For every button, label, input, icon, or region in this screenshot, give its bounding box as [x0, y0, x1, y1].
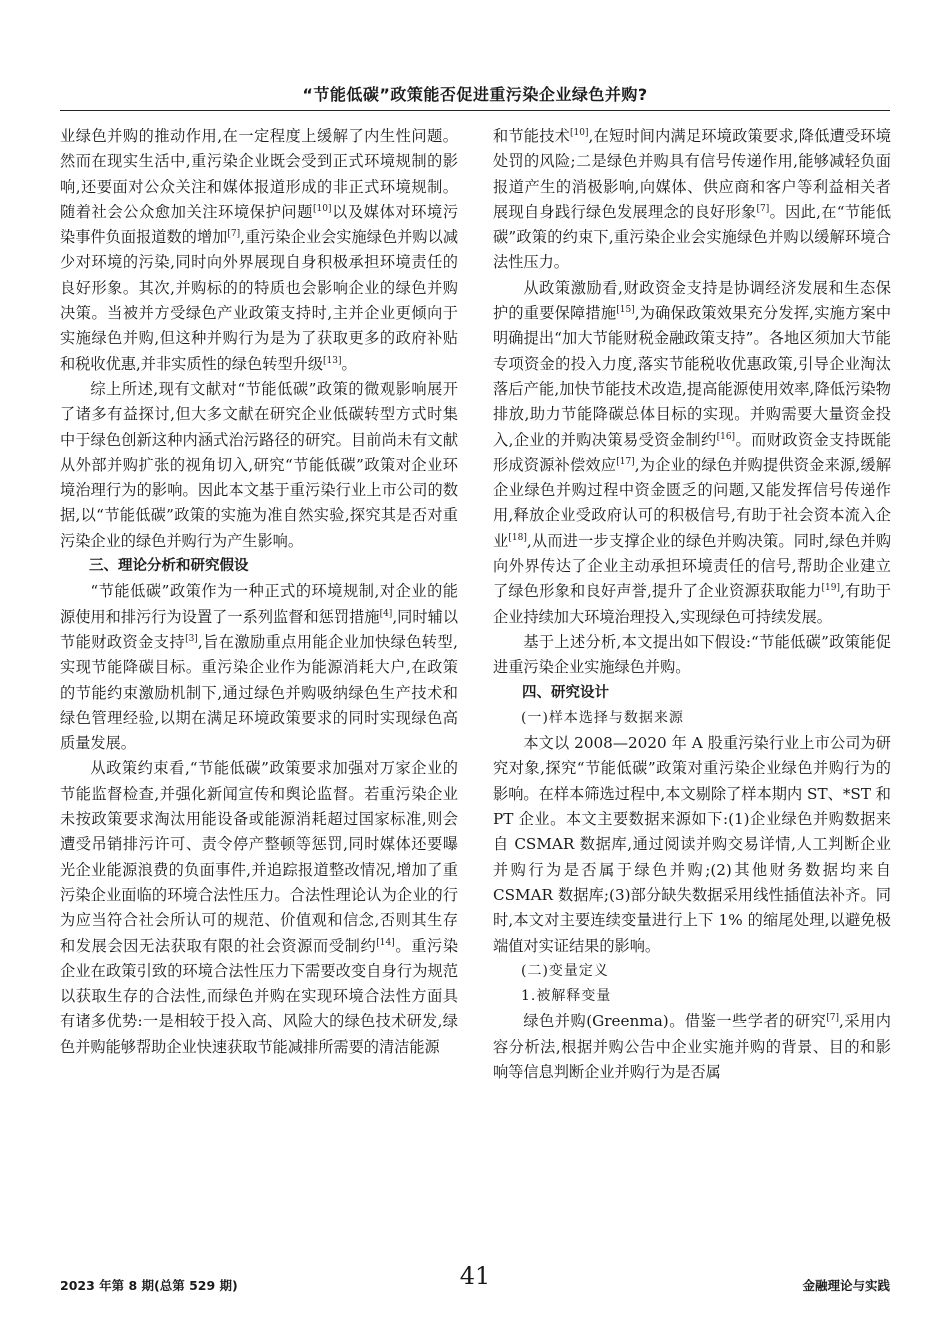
text-run: 从政策激励看,财政资金支持是协调经济发展和生态保护的重要保障措施 — [493, 278, 891, 323]
citation-ref: [10] — [313, 203, 332, 214]
right-paragraph-1 — [493, 124, 891, 276]
issue-info: 2023 年第 8 期(总第 529 期) — [60, 1278, 238, 1293]
citation-ref: [4] — [379, 608, 393, 619]
citation-ref: [19] — [821, 583, 840, 594]
citation-ref: [10] — [570, 127, 589, 138]
text-run: ,为确保政策效果充分发挥,实施方案中明确提出“加大节能财税金融政策支持”。各地区须加大节能专项资金的投入力度,落实节能税收优惠政策,引导企业淘汰落后产能,加快节能技术改造,提高能源使用效率,降低污染物排放,助力节能降碳总体目标的实现。并购需要大量资金投入,企业的并购决策易受资金制约 — [493, 304, 892, 449]
text-run: ,为企业的绿色并购提供资金来源,缓解企业绿色并购过程中资金匮乏的问题,又能发挥信号传递作用,释放企业受政府认可的积极信号,有助于社会资本流入企业 — [493, 455, 892, 550]
right-paragraph-5 — [493, 1009, 891, 1085]
journal-name: 金融理论与实践 — [802, 1278, 890, 1293]
text-run: 。因此,在“节能低碳”政策的约束下,重污染企业会实施绿色并购以缓解环境合法性压力。 — [493, 202, 892, 272]
text-run: ,重污染企业会实施绿色并购以减少对环境的污染,同时向外界展现自身积极承担环境责任的良好形象。其次,并购标的的特质也会影响企业的绿色并购决策。当被并方受绿色产业政策支持时,主并企业更倾向于实施绿色并购,但这种并购行为是为了获取更多的政府补贴和税收优惠,并非实质性的绿色转型升级 — [60, 228, 459, 373]
citation-ref: [17] — [616, 456, 635, 467]
citation-ref: [7] — [826, 1013, 840, 1024]
right-column — [493, 124, 891, 1085]
left-paragraph-3 — [60, 579, 458, 756]
left-paragraph-1 — [60, 124, 458, 377]
subsection-item-1: 1.被解释变量 — [521, 988, 612, 1005]
right-paragraph-3: 基于上述分析,本文提出如下假设:“节能低碳”政策能促进重污染企业实施绿色并购。 — [493, 632, 891, 677]
text-run: 。 — [341, 354, 357, 373]
right-paragraph-4: 本文以 2008—2020 年 A 股重污染行业上市公司为研究对象,探究“节能低碳”政策对重污染企业绿色并购行为的影响。在样本筛选过程中,本文剔除了样本期内 ST、*ST 和 PT 企业。本文主要数据来源如下:(1)企业绿色并购数据来自 CSMAR 数据库,通过阅读并购交易详情,人工判断企业并购行为是否属于绿色并购;(2)其他财务数据均来自 CSMAR 数据库;(3)部分缺失数据采用线性插值法补齐。同时,本文对主要连续变量进行上下 1% 的缩尾处理,以避免极端值对实证结果的影响。 — [493, 734, 891, 955]
text-run: 。而财政资金支持既能形成资源补偿效应 — [493, 430, 892, 474]
text-run: “节能低碳”政策作为一种正式的环境规制,对企业的能源使用和排污行为设置了一系列监督和惩罚措施 — [60, 582, 458, 626]
citation-ref: [16] — [716, 431, 736, 442]
citation-ref: [13] — [323, 355, 342, 366]
text-run: ,从而进一步支撑企业的绿色并购决策。同时,绿色并购向外界传达了企业主动承担环境责任的信号,帮助企业建立了绿色形象和良好声誉,提升了企业资源获取能力 — [493, 531, 892, 601]
citation-ref: [15] — [616, 305, 635, 316]
text-run: ,采用内容分析法,根据并购公告中企业实施并购的背景、目的和影响等信息判断企业并购行为是否属 — [493, 1012, 891, 1081]
citation-ref: [3] — [185, 633, 198, 644]
section-heading-4: 四、研究设计 — [522, 684, 609, 701]
text-run: 从政策约束看,“节能低碳”政策要求加强对万家企业的节能监督检查,并强化新闻宣传和舆论监督。若重污染企业未按政策要求淘汰用能设备或能源消耗超过国家标准,则会遭受吊销排污许可、责令停产整顿等惩罚,同时媒体还要曝光企业能源浪费的负面事件,并追踪报道整改情况,增加了重污染企业面临的环境合法性压力。合法性理论认为企业的行为应当符合社会所认可的规范、价值观和信念,否则其生存和发展会因无法获取有限的社会资源而受制约 — [60, 759, 458, 955]
text-run: 。重污染企业在政策引致的环境合法性压力下需要改变自身行为规范以获取生存的合法性,而绿色并购在实现环境合法性方面具有诸多优势:一是相较于投入高、风险大的绿色技术研发,绿色并购能够帮助企业快速获取节能减排所需要的清洁能源 — [60, 936, 459, 1056]
subsection-heading-1: (一)样本选择与数据来源 — [521, 709, 684, 726]
page-footer — [60, 1262, 890, 1302]
left-paragraph-4 — [60, 756, 458, 1060]
citation-ref: [14] — [376, 937, 395, 948]
left-column — [60, 124, 458, 1060]
text-run: ,旨在激励重点用能企业加快绿色转型,实现节能降碳目标。重污染企业作为能源消耗大户,在政策的节能约束激励机制下,通过绿色并购吸纳绿色生产技术和绿色管理经验,以期在满足环境政策要求的同时实现绿色高质量发展。 — [60, 632, 459, 753]
subsection-heading-2: (二)变量定义 — [521, 962, 609, 979]
text-run: 绿色并购(Greenma)。借鉴一些学者的研究 — [523, 1012, 827, 1031]
page-number: 41 — [459, 1262, 491, 1290]
right-paragraph-2 — [493, 276, 891, 630]
text-run: 以及媒体对环境污染事件负面报道数的增加 — [60, 202, 459, 247]
text-run: ,同时辅以节能财政资金支持 — [60, 607, 459, 651]
section-heading-3: 三、理论分析和研究假设 — [89, 558, 249, 575]
citation-ref: [18] — [508, 532, 527, 543]
text-run: 和节能技术 — [493, 127, 571, 145]
left-paragraph-2: 综上所述,现有文献对“节能低碳”政策的微观影响展开了诸多有益探讨,但大多文献在研究企业低碳转型方式时集中于绿色创新这种内涵式治污路径的研究。目前尚未有文献从外部并购扩张的视角切入,研究“节能低碳”政策对企业环境治理行为的影响。因此本文基于重污染行业上市公司的数据,以“节能低碳”政策的实施为准自然实验,探究其是否对重污染企业的绿色并购行为产生影响。 — [60, 379, 458, 550]
text-run: 业绿色并购的推动作用,在一定程度上缓解了内生性问题。然而在现实生活中,重污染企业既会受到正式环境规制的影响,还要面对公众关注和媒体报道形成的非正式环境规制。随着社会公众愈加关注环境保护问题 — [60, 127, 458, 221]
text-run: ,有助于企业持续加大环境治理投入,实现绿色可持续发展。 — [493, 582, 892, 626]
citation-ref: [7] — [227, 229, 241, 240]
text-run: ,在短时间内满足环境政策要求,降低遭受环境处罚的风险;二是绿色并购具有信号传递作用,能够减轻负面报道产生的消极影响,向媒体、供应商和客户等利益相关者展现自身践行绿色发展理念的良好形象 — [493, 127, 892, 221]
running-title: “节能低碳”政策能否促进重污染企业绿色并购? — [302, 85, 648, 104]
header-rule — [60, 110, 890, 111]
citation-ref: [7] — [756, 203, 770, 214]
